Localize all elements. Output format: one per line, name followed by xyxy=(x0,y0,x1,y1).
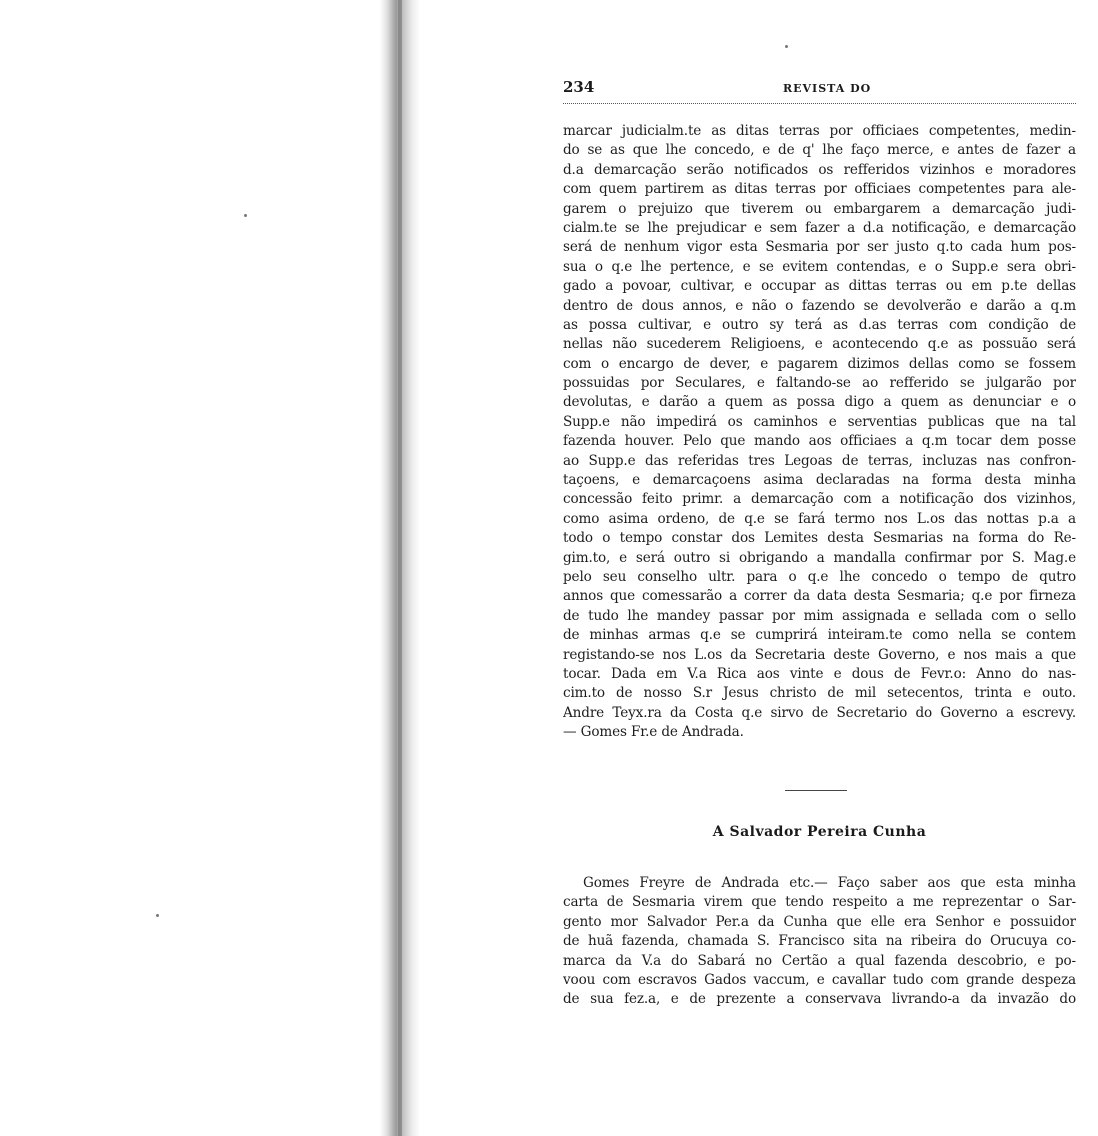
body-text xyxy=(563,122,1076,743)
text-line: gento mor Salvador Per.a da Cunha que elle era Senhor e possuidor xyxy=(563,913,1076,930)
book-spine-line xyxy=(398,0,402,1136)
scan-speck xyxy=(244,214,247,217)
text-line: carta de Sesmaria virem que tendo respeito a me reprezentar o Sar- xyxy=(563,894,1076,911)
section-text xyxy=(563,874,1076,1010)
text-line: gado a povoar, cultivar, e occupar as dittas terras ou em p.te dellas xyxy=(563,278,1076,295)
section-separator xyxy=(785,790,847,791)
text-line: de sua fez.a, e de prezente a conservava livrando-a da invazão do xyxy=(563,991,1076,1008)
text-line: garem o prejuizo que tiverem ou embargarem a demarcação judi- xyxy=(563,200,1076,217)
text-line: cialm.te se lhe prejudicar e sem fazer a d.a notificação, e demarcação xyxy=(563,219,1076,236)
section-title: A Salvador Pereira Cunha xyxy=(712,824,927,840)
scan-speck xyxy=(156,914,159,917)
text-line: com quem partirem as ditas terras por officiaes competentes para ale- xyxy=(563,181,1076,198)
page-number: 234 xyxy=(563,78,595,96)
text-line: fazenda houver. Pelo que mando aos officiaes a q.m tocar dem posse xyxy=(563,433,1076,450)
text-line: marca da V.a do Sabará no Certão a qual fazenda descobrio, e po- xyxy=(563,952,1076,969)
text-line: taçoens, e demarcaçoens asima declaradas na forma desta minha xyxy=(563,472,1076,489)
text-line: devolutas, e darão a quem as possa digo a quem as denunciar e o xyxy=(563,394,1076,411)
text-line: voou com escravos Gados vaccum, e cavallar tudo com grande despeza xyxy=(563,971,1076,988)
text-line: — Gomes Fr.e de Andrada. xyxy=(563,724,744,741)
text-line: de tudo lhe mandey passar por mim assignada e sellada com o sello xyxy=(563,607,1076,624)
text-line: sua o q.e lhe pertence, e se evitem contendas, e o Supp.e sera obri- xyxy=(563,258,1076,275)
text-line: d.a demarcação serão notificados os refferidos vizinhos e moradores xyxy=(563,161,1076,178)
text-line: será de nenhum vigor esta Sesmaria por ser justo q.to cada hum pos- xyxy=(563,239,1076,256)
text-line: ao Supp.e das referidas tres Legoas de terras, incluzas nas confron- xyxy=(563,452,1076,469)
text-line: Supp.e não impedirá os caminhos e serventias publicas que na tal xyxy=(563,413,1076,430)
text-line: cim.to de nosso S.r Jesus christo de mil setecentos, trinta e outo. xyxy=(563,685,1076,702)
text-line: de huã fazenda, chamada S. Francisco sita na ribeira do Orucuya co- xyxy=(563,933,1076,950)
text-line: dentro de dous annos, e não o fazendo se devolverão e darão a q.m xyxy=(563,297,1076,314)
text-line: annos que comessarão a correr da data desta Sesmaria; q.e por firneza xyxy=(563,588,1076,605)
scan-speck xyxy=(785,45,788,48)
text-line: tocar. Dada em V.a Rica aos vinte e dous de Fevr.o: Anno do nas- xyxy=(563,665,1076,682)
text-line: concessão feito primr. a demarcação com a notificação dos vizinhos, xyxy=(563,491,1076,508)
text-line: as possa cultivar, e outro sy terá as d.as terras com condição de xyxy=(563,316,1076,333)
book-page xyxy=(563,78,1078,1008)
text-line: registando-se nos L.os da Secretaria deste Governo, e nos mais a que xyxy=(563,646,1076,663)
text-line: Andre Teyx.ra da Costa q.e sirvo de Secretario do Governo a escrevy. xyxy=(563,704,1076,721)
text-line: gim.to, e será outro si obrigando a mandalla confirmar por S. Mag.e xyxy=(563,549,1076,566)
text-line: nellas não sucederem Religioens, e acontecendo q.e as possuão será xyxy=(563,336,1076,353)
text-line: como asima ordeno, de q.e se fará termo nos L.os das nottas p.a a xyxy=(563,510,1076,527)
text-line: marcar judicialm.te as ditas terras por officiaes competentes, medin- xyxy=(563,123,1076,139)
text-line: do se as que lhe concedo, e de q' lhe faço merce, e antes de fazer a xyxy=(563,142,1076,159)
page-header xyxy=(563,78,1078,100)
text-line: pelo seu conselho ultr. para o q.e lhe concedo o tempo de qutro xyxy=(563,568,1076,585)
header-rule xyxy=(563,103,1076,104)
text-line: possuidas por Seculares, e faltando-se ao refferido se julgarão por xyxy=(563,375,1076,392)
text-line: todo o tempo constar dos Lemites desta Sesmarias na forma do Re- xyxy=(563,530,1076,547)
text-line: de minhas armas q.e se cumprirá inteiram.te como nella se contem xyxy=(563,627,1076,644)
text-line: Gomes Freyre de Andrada etc.— Faço saber aos que esta minha xyxy=(583,875,1076,891)
text-line: com o encargo de dever, e pagarem dizimos dellas como se fossem xyxy=(563,355,1076,372)
running-head: REVISTA DO xyxy=(783,82,872,95)
